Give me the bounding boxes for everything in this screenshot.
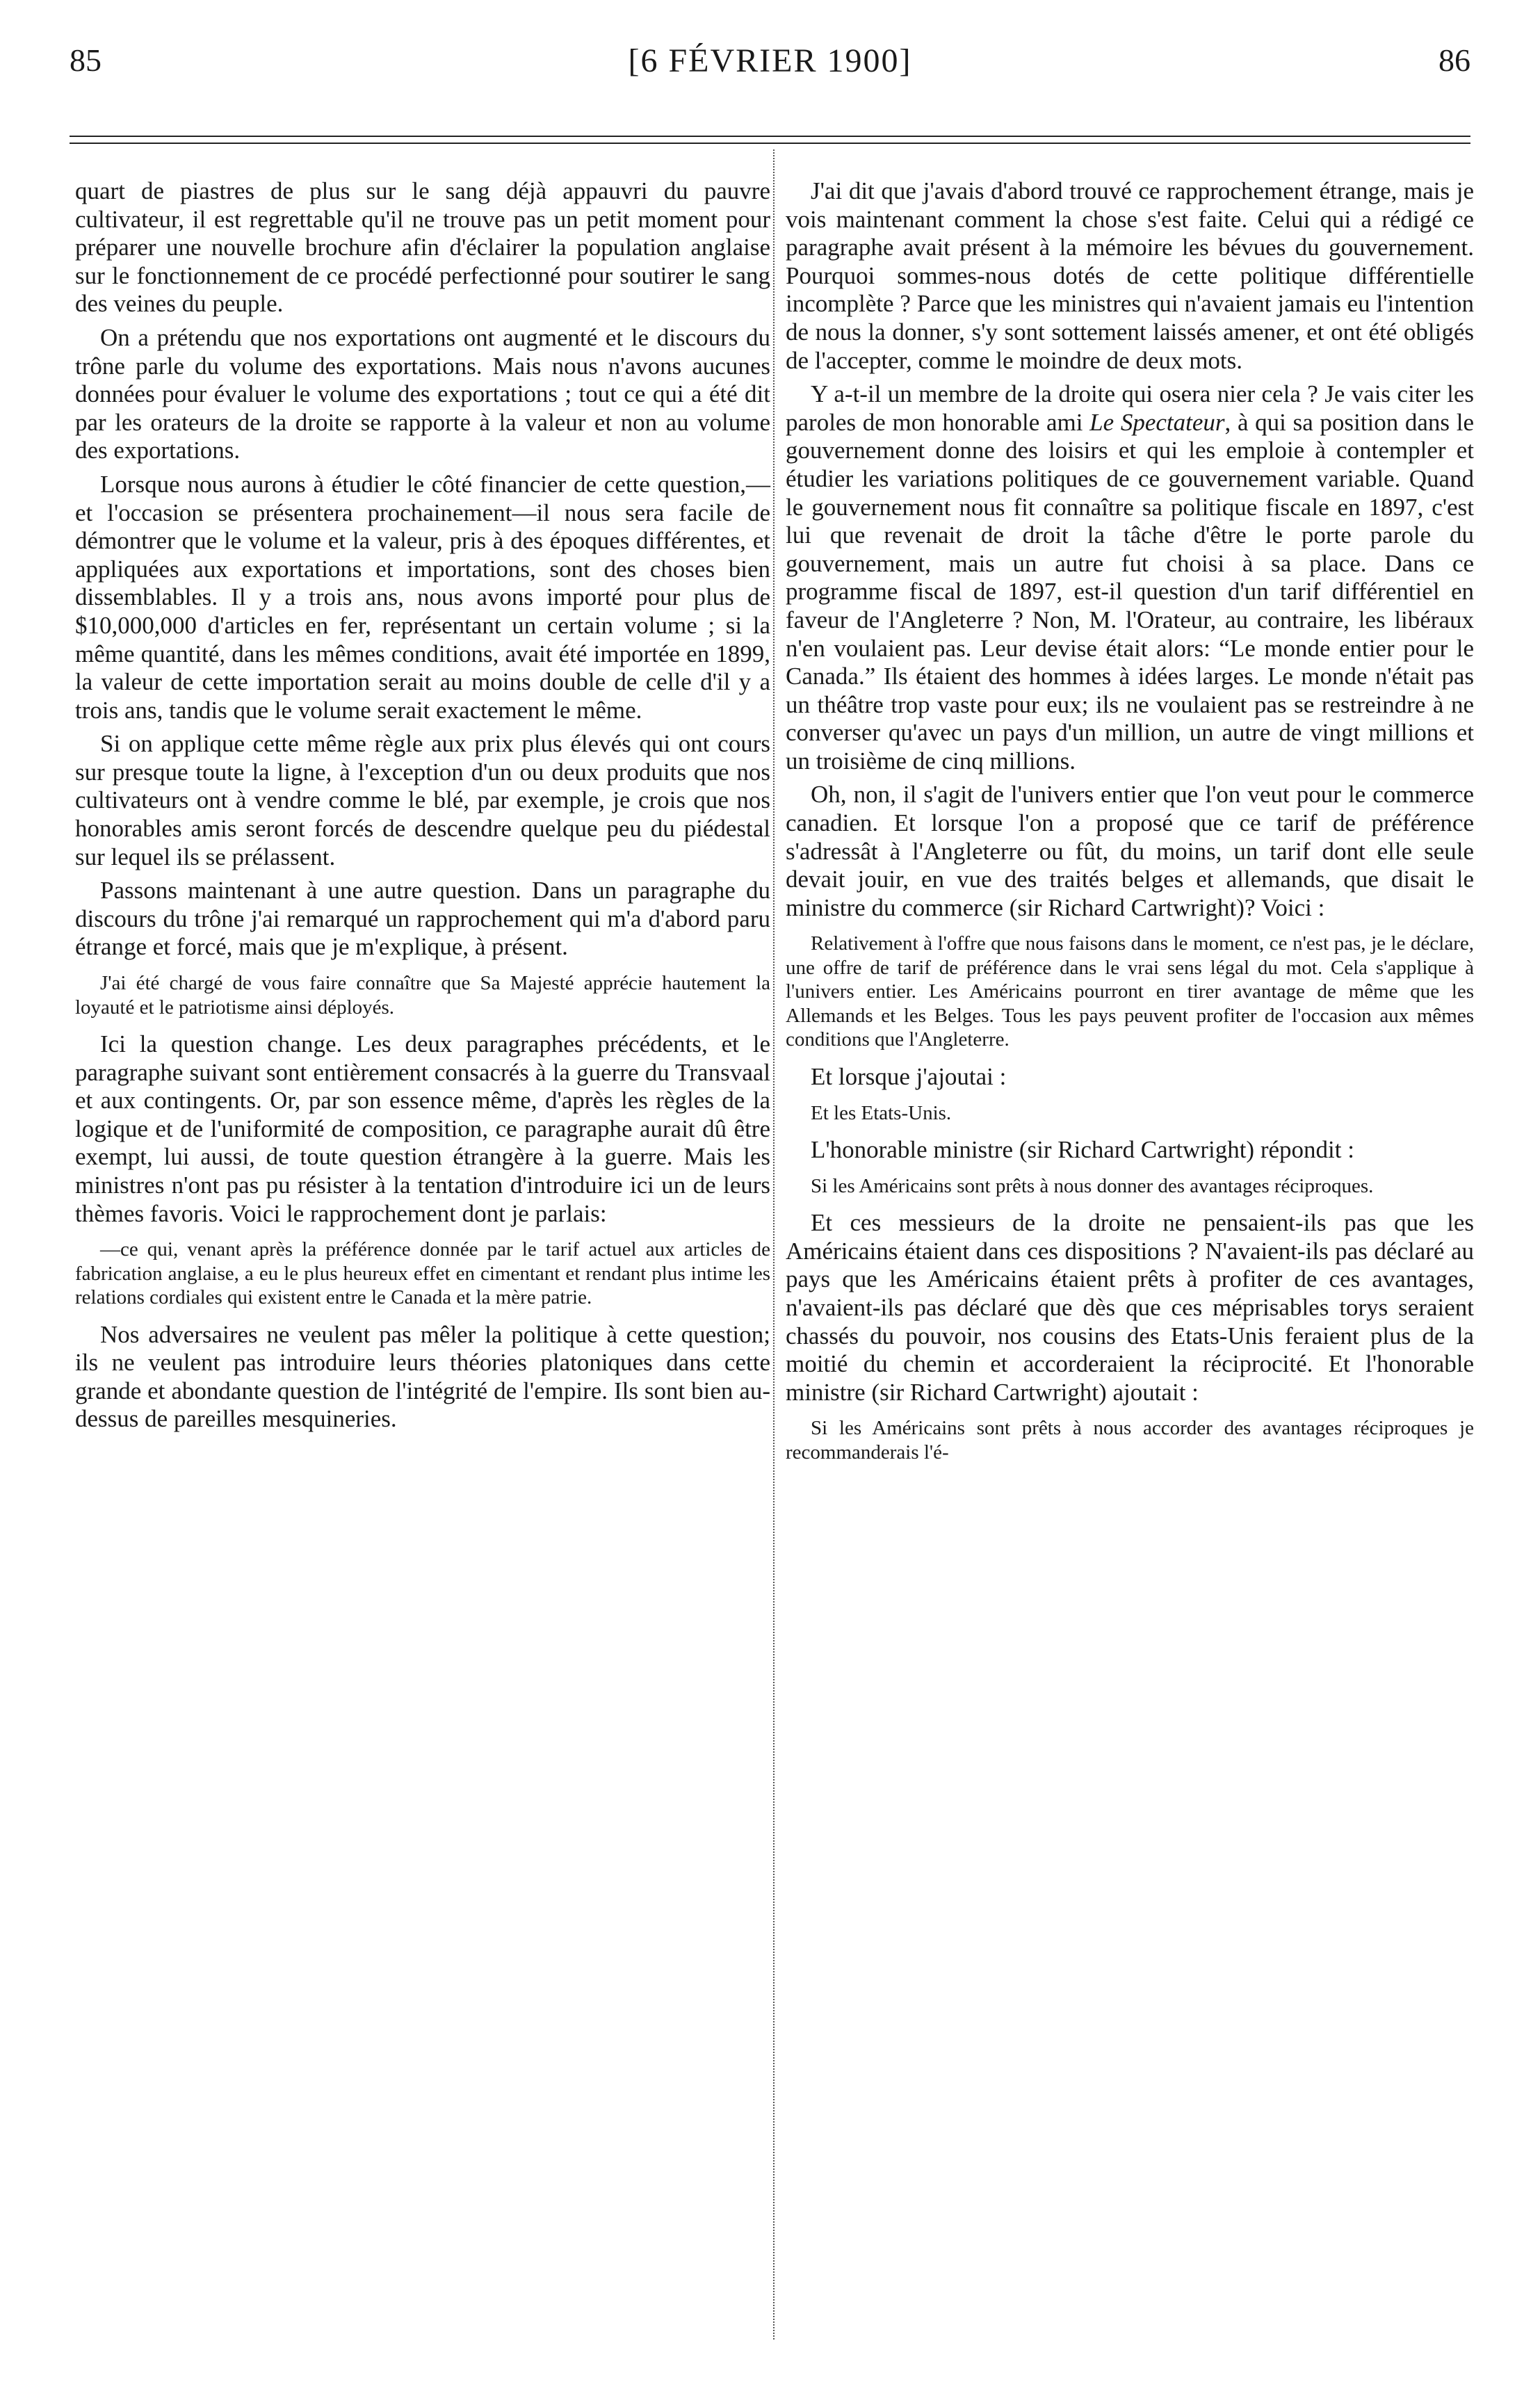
- quoted-passage: Relativement à l'offre que nous faisons dans le moment, ce n'est pas, je le déclare, une offre de tarif de préférence dans le vrai sens légal du mot. Cela s'applique à l'univers entier. Les Américains pourront en tirer avantage de même que les Allemands et les Belges. Tous les pays peuvent profiter de l'occasion aux mêmes conditions que l'Angleterre.: [786, 932, 1474, 1051]
- paragraph: Si on applique cette même règle aux prix plus élevés qui ont cours sur presque toute la ligne, à l'exception d'un ou deux produits que nos cultivateurs ont à vendre comme le blé, par exemple, je crois que nos honorables amis seront forcés de descendre quelque peu du piédestal sur lequel ils se prélassent.: [75, 730, 770, 870]
- quoted-passage: Si les Américains sont prêts à nous donner des avantages réciproques.: [811, 1174, 1374, 1197]
- publication-name: Le Spectateur: [1089, 408, 1225, 436]
- page-header: [70, 42, 1470, 97]
- paragraph: Nos adversaires ne veulent pas mêler la politique à cette question; ils ne veulent pas introduire leurs théories platoniques dans cette grande et abondante question de l'intégrité de l'empire. Ils sont bien au-dessus de pareilles mesquineries.: [75, 1320, 770, 1433]
- paragraph-text: Y a-t-il un membre de la droite qui osera nier cela ? Je vais citer les paroles de mon honorable ami: [786, 380, 1474, 436]
- column-divider: [773, 149, 775, 2340]
- quoted-passage: —ce qui, venant après la préférence donnée par le tarif actuel aux articles de fabrication anglaise, a eu le plus heureux effet en cimentant et rendant plus intime les relations cordiales qui existent entre le Canada et la mère patrie.: [75, 1238, 770, 1309]
- paragraph: Oh, non, il s'agit de l'univers entier que l'on veut pour le commerce canadien. Et lorsque l'on a proposé que ce tarif de préférence s'adressât à l'Angleterre ou fût, du moins, un tarif dont elle seule devait jouir, en vue des traités belges et allemands, que disait le ministre du commerce (sir Richard Cartwright)? Voici :: [786, 781, 1474, 921]
- paragraph: [786, 380, 1474, 775]
- paragraph: Et ces messieurs de la droite ne pensaient-ils pas que les Américains étaient dans ces dispositions ? N'avaient-ils pas déclaré au pays que les Américains étaient prêts à profiter de ces avantages, n'avaient-ils pas déclaré que dès que ces méprisables torys seraient chassés du pouvoir, nos cousins des Etats-Unis feraient plus de la moitié du chemin et accorderaient la réciprocité. Et l'honorable ministre (sir Richard Cartwright) ajoutait :: [786, 1209, 1474, 1406]
- page-number-left: 85: [70, 42, 102, 78]
- running-title: [6 FÉVRIER 1900]: [628, 42, 912, 79]
- paragraph: Passons maintenant à une autre question. Dans un paragraphe du discours du trône j'ai remarqué un rapprochement qui m'a d'abord paru étrange et forcé, mais que je m'explique, à présent.: [75, 877, 770, 961]
- page-number-right: 86: [1438, 42, 1470, 78]
- quoted-passage: Et les Etats-Unis.: [811, 1101, 952, 1124]
- paragraph: On a prétendu que nos exportations ont augmenté et le discours du trône parle du volume des exportations. Mais nous n'avons aucunes données pour évaluer le volume des exportations ; tout ce qui a été dit par les orateurs de la droite se rapporte à la valeur et non au volume des exportations.: [75, 323, 770, 464]
- paragraph: Et lorsque j'ajoutai :: [811, 1062, 1007, 1090]
- paragraph: L'honorable ministre (sir Richard Cartwright) répondit :: [811, 1136, 1354, 1164]
- quoted-passage: Si les Américains sont prêts à nous accorder des avantages réciproques je recommanderais l'é-: [786, 1417, 1474, 1463]
- right-column: [786, 177, 1474, 1475]
- left-column: [75, 177, 770, 1439]
- paragraph: J'ai dit que j'avais d'abord trouvé ce rapprochement étrange, mais je vois maintenant comment la chose s'est faite. Celui qui a rédigé ce paragraphe avait présent à la mémoire les bévues du gouvernement. Pourquoi sommes-nous dotés de cette politique différentielle incomplète ? Parce que les ministres qui n'avaient jamais eu l'intention de nous la donner, s'y sont sottement laissés amener, et ont été obligés de l'accepter, comme le moindre de deux mots.: [786, 177, 1474, 374]
- header-rule-bottom: [70, 143, 1470, 144]
- quoted-passage: J'ai été chargé de vous faire connaître que Sa Majesté apprécie hautement la loyauté et le patriotisme ainsi déployés.: [75, 972, 770, 1019]
- header-rule-top: [70, 136, 1470, 137]
- paragraph: Ici la question change. Les deux paragraphes précédents, et le paragraphe suivant sont entièrement consacrés à la guerre du Transvaal et aux contingents. Or, par son essence même, d'après les règles de la logique et de l'uniformité de composition, ce paragraphe aurait dû être exempt, lui aussi, de toute question étrangère à la guerre. Mais les ministres n'ont pas pu résister à la tentation d'introduire ici un de leurs thèmes favoris. Voici le rapprochement dont je parlais:: [75, 1030, 770, 1227]
- paragraph-text: , à qui sa position dans le gouvernement donne des loisirs et qui les emploie à contempler et étudier les variations politiques de ce gouvernement variable. Quand le gouvernement nous fit connaître sa politique fiscale en 1897, c'est lui que revenait de droit la tâche d'être le porte parole du gouvernement, mais un autre fut choisi à sa place. Dans ce programme fiscal de 1897, est-il question d'un tarif différentiel en faveur de l'Angleterre ? Non, M. l'Orateur, au contraire, les libéraux n'en voulaient pas. Leur devise était alors: “Le monde entier pour le Canada.” Ils étaient des hommes à idées larges. Le monde n'était pas un théâtre trop vaste pour eux; ils ne voulaient pas se restreindre à ne converser qu'avec un pays d'un million, un autre de vingt millions et un troisième de cinq millions.: [786, 408, 1474, 775]
- paragraph: Lorsque nous aurons à étudier le côté financier de cette question,—et l'occasion se présentera prochainement—il nous sera facile de démontrer que le volume et la valeur, pris à des époques différentes, et appliquées aux exportations et importations, sont des choses bien dissemblables. Il y a trois ans, nous avons importé pour plus de $10,000,000 d'articles en fer, représentant un certain volume ; si la même quantité, dans les mêmes conditions, avait été importée en 1899, la valeur de cette importation serait au moins double de celle d'il y a trois ans, tandis que le volume serait exactement le même.: [75, 470, 770, 724]
- paragraph: quart de piastres de plus sur le sang déjà appauvri du pauvre cultivateur, il est regrettable qu'il ne trouve pas un petit moment pour préparer une nouvelle brochure afin d'éclairer la population anglaise sur le fonctionnement de ce procédé perfectionné pour soutirer le sang des veines du peuple.: [75, 177, 770, 318]
